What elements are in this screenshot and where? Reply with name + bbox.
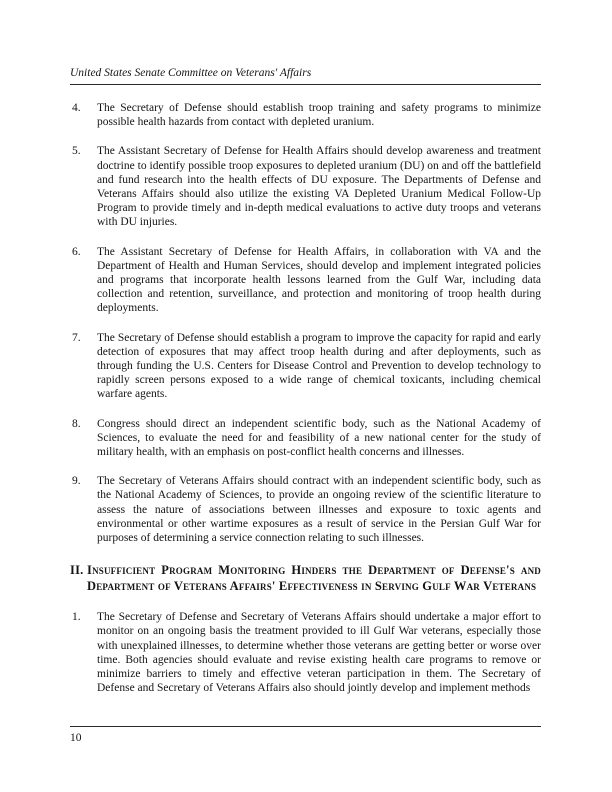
list-item xyxy=(70,610,541,695)
section-recommendations-list xyxy=(70,610,541,695)
page-footer xyxy=(70,726,541,744)
page-number: 10 xyxy=(70,732,82,744)
section-numeral: II. xyxy=(70,563,84,578)
recommendations-list xyxy=(70,101,541,545)
item-number: 4. xyxy=(72,102,81,114)
list-item xyxy=(70,331,541,402)
item-text: Congress should direct an independent scientific body, such as the National Academy of Sciences, to evaluate the need for and feasibility of a new national center for the study of military health, with an emphasis on post-conflict health concerns and illnesses. xyxy=(97,417,541,459)
item-number: 8. xyxy=(72,417,81,430)
section-heading xyxy=(70,563,541,594)
item-text: The Secretary of Defense should establish a program to improve the capacity for rapid and early detection of exposures that may affect troop health during and after deployments, such as through funding the U.S. Centers for Disease Control and Prevention to develop technology to rapidly screen persons exposed to a wide range of chemical toxicants, including chemical warfare agents. xyxy=(97,331,541,401)
list-item xyxy=(70,101,541,129)
item-text: The Assistant Secretary of Defense for Health Affairs should develop awareness and treatment doctrine to identify possible troop exposures to depleted uranium (DU) on and off the battlefield and fund research into the health effects of DU exposure. The Departments of Defense and Veterans Affairs should also utilize the existing VA Depleted Uranium Medical Follow-Up Program to provide timely and in-depth medical evaluations to active duty troops and veterans with DU injuries. xyxy=(97,145,541,229)
item-number: 7. xyxy=(72,331,81,344)
item-number: 9. xyxy=(72,475,81,488)
running-header xyxy=(70,66,541,85)
list-item xyxy=(70,144,541,229)
section-title: Insufficient Program Monitoring Hinders the Department of Defense's and Department of Veterans Affairs' Effectiveness in Serving Gulf War Veterans xyxy=(87,563,541,593)
item-number: 6. xyxy=(72,245,81,258)
item-text: The Secretary of Veterans Affairs should contract with an independent scientific body, such as the National Academy of Sciences, to provide an ongoing review of the scientific literature to assess the nature of associations between illnesses and exposure to toxic agents and environmental or other wartime exposures as a result of service in the Persian Gulf War for purposes of determining a service connection relating to such illnesses. xyxy=(97,475,541,545)
item-number: 1. xyxy=(72,611,81,624)
list-item xyxy=(70,417,541,460)
item-number: 5. xyxy=(72,145,81,158)
list-item xyxy=(70,245,541,316)
running-header-text: United States Senate Committee on Veterans' Affairs xyxy=(70,67,312,79)
item-text: The Secretary of Defense and Secretary of Veterans Affairs should undertake a major effort to monitor on an ongoing basis the treatment provided to ill Gulf War veterans, especially those with unexplained illnesses, to determine whether those veterans are getting better or worse over time. Both agencies should evaluate and revise existing health care programs to remove or minimize barriers to timely and effective veteran participation in them. The Secretary of Defense and Secretary of Veterans Affairs also should jointly develop and implement methods xyxy=(97,611,541,695)
item-text: The Assistant Secretary of Defense for Health Affairs, in collaboration with VA and the Department of Health and Human Services, should develop and implement integrated policies and programs that incorporate health lessons learned from the Gulf War, including data collection and retention, surveillance, and protection and monitoring of troop health during deployments. xyxy=(97,245,541,315)
list-item xyxy=(70,474,541,545)
item-text: The Secretary of Defense should establish troop training and safety programs to minimize possible health hazards from contact with depleted uranium. xyxy=(97,102,541,129)
